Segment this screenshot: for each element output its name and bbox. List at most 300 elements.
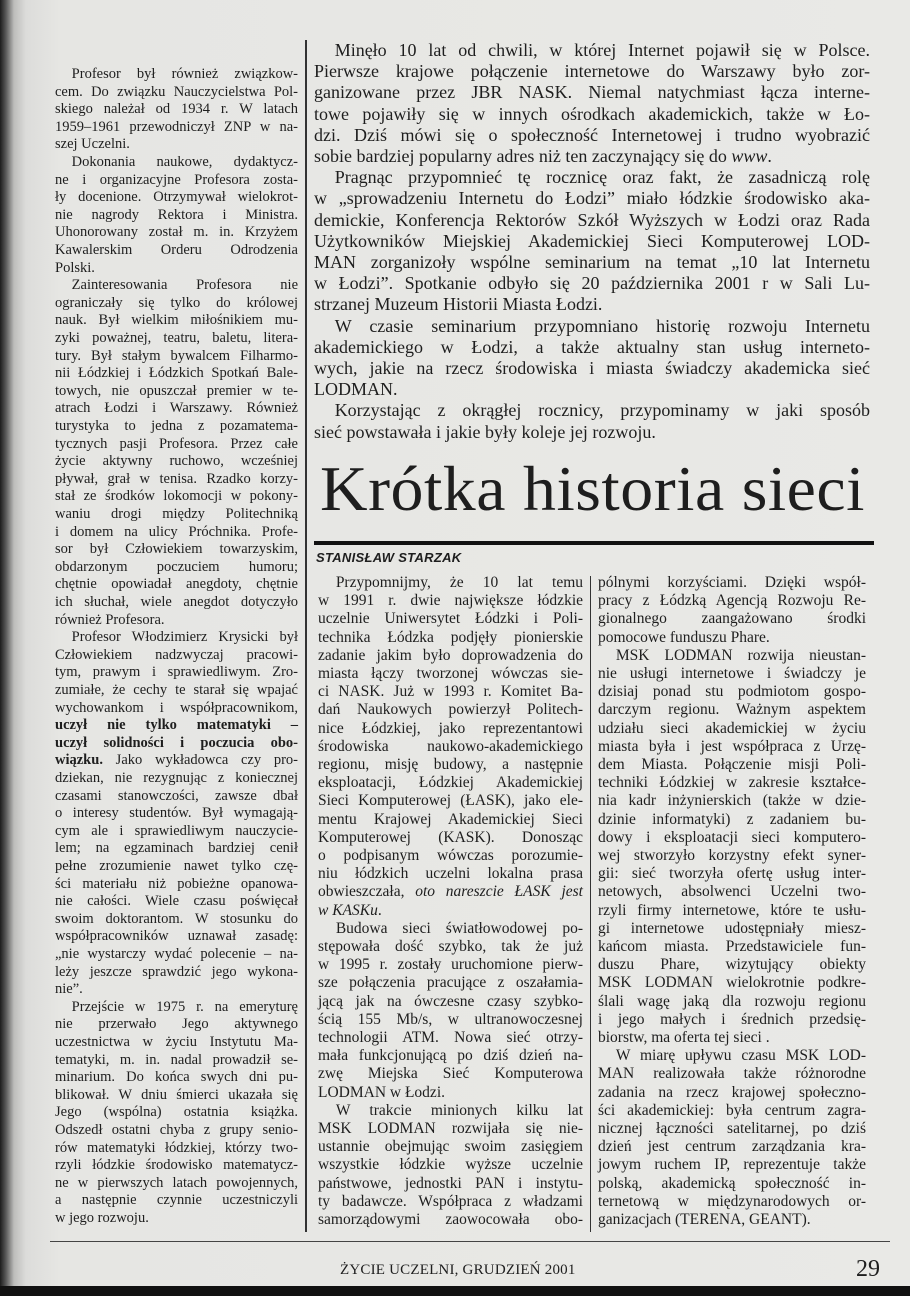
text-span: nie całości. Wiele czasu poświęcał <box>55 893 298 910</box>
text-span: Budowa sieci światłowodowej po- <box>335 919 583 937</box>
text-line <box>598 883 866 901</box>
text-span: Dokonania naukowe, dydaktycz- <box>71 154 298 170</box>
text-line <box>598 792 866 810</box>
text-line <box>314 188 870 209</box>
text-line <box>318 1011 583 1029</box>
text-span: pracy z Łódzką Agencją Rozwoju Re- <box>598 592 866 610</box>
text-span: ślali wagę jaką dla rozwoju regionu <box>598 992 866 1010</box>
text-span: udziału sieci akademickiej w życiu <box>598 719 866 737</box>
text-line <box>55 770 298 788</box>
text-span: nie przerwało Jego aktywnego <box>55 1016 298 1033</box>
text-line <box>598 1175 866 1193</box>
text-line <box>55 471 298 489</box>
text-span: wej stworzyło korzystny efekt syner- <box>598 847 866 864</box>
text-line <box>318 1193 583 1211</box>
text-span: dzinie informatyki) z zadaniem bu- <box>598 810 866 828</box>
text-line <box>318 1138 583 1156</box>
text-span: „nie wystarczy wydać polecenie – na- <box>55 946 298 962</box>
text-span: mała funkcjonującą po dziś dzień na- <box>318 1047 583 1065</box>
text-span: nie nagrody Rektora i Ministra. <box>55 206 298 223</box>
text-line <box>55 1069 298 1087</box>
text-line <box>598 974 866 992</box>
text-line <box>318 1047 583 1065</box>
text-line <box>55 436 298 454</box>
text-line <box>55 312 298 330</box>
text-line <box>598 610 866 628</box>
text-span: ternetową w międzynarodowych or- <box>598 1192 866 1210</box>
text-span: tematyki, m. in. nadal prowadził se- <box>55 1051 298 1068</box>
text-span: obwieszczała, <box>318 883 416 901</box>
text-span: w 1991 r. dwie największe łódzkie <box>318 592 583 610</box>
text-span: minarium. Do końca swych dni pu- <box>55 1069 298 1086</box>
text-span: LODMAN w Łodzi. <box>318 1083 445 1101</box>
text-span: a następnie czynnie uczestniczyli <box>55 1192 298 1209</box>
text-span: mentu Krajowej Akademickiej Sieci <box>318 810 583 828</box>
text-span: netowych, absolwenci Uczelni two- <box>598 883 866 901</box>
text-line <box>318 665 583 683</box>
text-line <box>598 1138 866 1156</box>
text-span: dowy i eksploatacji sieci komputero- <box>598 828 866 846</box>
text-span: gionalnego zaangażowano środki <box>598 610 866 628</box>
text-span: jącą jak na ówczesne czasy szybko- <box>318 992 583 1010</box>
text-line <box>55 876 298 894</box>
text-span: ci NASK. Już w 1993 r. Komitet Ba- <box>318 683 583 701</box>
text-line <box>598 738 866 756</box>
text-line <box>55 612 298 630</box>
text-span: technologii ATM. Nowa sieć otrzy- <box>318 1029 583 1046</box>
text-span: . <box>377 901 382 919</box>
text-span: Przypomnijmy, że 10 lat temu <box>335 574 583 591</box>
text-span: ganizacjach (TERENA, GEANT). <box>598 1211 811 1228</box>
text-line <box>55 101 298 119</box>
text-span: rów matematyki łódzkiej, którzy two- <box>55 1139 298 1156</box>
text-line <box>314 210 870 231</box>
text-line <box>318 938 583 956</box>
text-line <box>55 66 298 84</box>
text-span: tym, prawym i sprawiedliwym. Zro- <box>55 664 298 681</box>
text-span: skiego należał od 1934 r. W latach <box>55 101 298 118</box>
text-span: Profesor Włodzimierz Krysicki był <box>71 629 298 646</box>
text-span: Polski. <box>55 259 95 276</box>
text-line <box>598 683 866 701</box>
text-span: chętnie opowiadał anegdoty, chętnie <box>55 576 298 593</box>
text-line <box>314 40 870 61</box>
text-line <box>55 277 298 295</box>
text-span: nie usługi internetowe i świadczy je <box>598 665 866 682</box>
text-span: LODMAN. <box>314 379 398 400</box>
text-line <box>314 358 870 379</box>
text-span: sobie bardziej popularny adres niż ten zaczynający się do <box>314 146 732 166</box>
text-span: Komputerowej (KASK). Donosząc <box>318 828 583 846</box>
text-span: tycznych pasji Profesora. Przez całe <box>55 435 298 452</box>
text-line <box>314 61 870 82</box>
text-line <box>55 84 298 102</box>
text-span: ty badawcze. Współpraca z władzami <box>318 1192 583 1210</box>
bold-text: wiązku. <box>55 752 103 769</box>
text-line <box>598 811 866 829</box>
italic-text: www <box>731 146 768 166</box>
text-line <box>314 146 870 167</box>
italic-text: oto nareszcie ŁASK jest <box>415 883 583 901</box>
text-span: i domem na ulicy Próchnika. Profe- <box>55 523 298 540</box>
text-line <box>55 700 298 718</box>
text-line <box>598 720 866 738</box>
text-span: o interesy studentów. Był wymagają- <box>55 805 298 822</box>
text-span: ne i organizacyjne Profesora zosta- <box>55 171 298 188</box>
column-divider <box>590 576 591 1232</box>
text-line <box>598 1102 866 1120</box>
text-span: tury. Był stałym bywalcem Filharmo- <box>55 347 298 364</box>
text-line <box>55 629 298 647</box>
text-line <box>318 647 583 665</box>
text-line <box>598 1156 866 1174</box>
text-line <box>598 756 866 774</box>
text-span: pełne zrozumienie nawet tylko czę- <box>55 858 298 874</box>
text-span: Jego (wspólna) ostatnia książka. <box>55 1104 298 1121</box>
text-line <box>55 119 298 137</box>
text-line <box>598 665 866 683</box>
text-span: Człowiekiem nadzwyczaj pracowi- <box>55 646 298 663</box>
text-line <box>598 956 866 974</box>
text-span: i jego małych i średnich przedsię- <box>598 1010 866 1028</box>
text-span: ści materiału niż pobieżne opanowa- <box>55 875 298 892</box>
text-line <box>55 911 298 929</box>
text-line <box>318 1120 583 1138</box>
text-span: pomocowe funduszu Phare. <box>598 628 770 646</box>
text-span: dzi. Dziś mówi się o społeczność Internetowej i trudno wyobrazić <box>314 124 870 145</box>
text-span: nicznej łączności satelitarnej, po dziś <box>598 1120 866 1137</box>
text-span: ne w pierwszych latach powojennych, <box>55 1174 298 1191</box>
text-line <box>55 1140 298 1158</box>
text-span: jowym ruchem IP, reprezentuje także <box>598 1156 866 1174</box>
text-span: wych, jakie na rzecz środowiska i miasta świadczy akademicka sieć <box>314 358 870 378</box>
text-line <box>314 252 870 273</box>
text-line <box>55 735 298 753</box>
text-span: sor był Człowiekiem towarzyskim, <box>55 541 298 558</box>
text-line <box>318 956 583 974</box>
text-line <box>314 82 870 103</box>
bold-text: uczył solidności i poczucia obo- <box>55 734 298 751</box>
text-span: W trakcie minionych kilku lat <box>335 1101 583 1119</box>
text-span: czasami stanowczości, zawsze dbał <box>55 787 298 804</box>
text-line <box>55 224 298 242</box>
text-span: ły docenione. Otrzymywał wielokrot- <box>55 189 298 206</box>
text-span: obdarzonym poczuciem humoru; <box>55 558 298 575</box>
text-span: dzisiaj ponad stu podmiotom gospo- <box>598 683 866 701</box>
text-line <box>55 576 298 594</box>
text-line <box>55 788 298 806</box>
text-line <box>55 1122 298 1140</box>
text-line <box>318 993 583 1011</box>
text-line <box>318 1156 583 1174</box>
text-line <box>318 847 583 865</box>
text-span: państwowe, jednostki PAN i instytu- <box>318 1174 583 1192</box>
text-line <box>314 294 870 315</box>
text-line <box>598 574 866 592</box>
text-span: stał ze środków lokomocji w pokony- <box>55 488 298 505</box>
scan-edge <box>0 1286 910 1296</box>
text-line <box>318 774 583 792</box>
text-span: MSK LODMAN rozwijała się nie- <box>318 1120 583 1137</box>
text-span: ich słuchał, wiele anegdot dotyczyło <box>55 594 298 610</box>
text-line <box>55 488 298 506</box>
text-line <box>55 524 298 542</box>
footer-publication: ŻYCIE UCZELNI, GRUDZIEŃ 2001 <box>340 1262 576 1278</box>
text-span: Jako wykładowca czy pro- <box>102 752 298 769</box>
text-span: duszu Phare, wizytujący obiekty <box>598 956 866 974</box>
text-span: W czasie seminarium przypomniano historię rozwoju Internetu <box>334 315 870 336</box>
text-line <box>318 1065 583 1083</box>
text-line <box>314 422 870 443</box>
text-span: gii: sieć tworzyła ofertę usług inter- <box>598 865 866 883</box>
text-line <box>598 920 866 938</box>
text-span: nia kadr inżynierskich (także w dzie- <box>598 792 866 810</box>
text-line <box>318 574 583 592</box>
title-rule <box>314 541 874 545</box>
text-line <box>55 207 298 225</box>
text-span: w 1995 r. zostały uruchomione pierw- <box>318 956 583 974</box>
text-line <box>55 717 298 735</box>
text-span: Zainteresowania Profesora nie <box>71 277 298 294</box>
text-line <box>314 273 870 294</box>
text-span: turystyka to jedna z pozamatema- <box>55 418 298 434</box>
text-line <box>598 1084 866 1102</box>
text-span: MSK LODMAN rozwija nieustan- <box>615 646 866 664</box>
text-line <box>55 383 298 401</box>
text-line <box>314 167 870 188</box>
text-line <box>318 974 583 992</box>
text-line <box>314 400 870 421</box>
text-span: pływał, grał w tenisa. Rzadko korzy- <box>55 470 298 487</box>
text-line <box>55 752 298 770</box>
text-line <box>55 242 298 260</box>
text-span: strzanej Muzeum Historii Miasta Łodzi. <box>314 294 603 315</box>
text-line <box>55 999 298 1017</box>
text-line <box>55 664 298 682</box>
text-line <box>598 629 866 647</box>
text-line <box>318 1175 583 1193</box>
text-span: MAN realizowała także różnorodne <box>598 1065 866 1083</box>
text-line <box>318 683 583 701</box>
text-span: nice Łódzkiej, jako reprezentantowi <box>318 719 583 737</box>
text-line <box>318 1102 583 1120</box>
text-span: Minęło 10 lat od chwili, w której Internet pojawił się w Polsce. <box>334 40 870 60</box>
text-span: rzyli łódzkie środowisko matematycz- <box>55 1157 298 1174</box>
text-span: wychowankom i współpracownikom, <box>55 699 298 716</box>
text-span: Użytkowników Miejskiej Akademickiej Sieci Komputerowej LOD- <box>314 230 870 251</box>
text-span: również Profesora. <box>55 611 165 628</box>
text-line <box>55 365 298 383</box>
text-line <box>598 1120 866 1138</box>
text-span: kańcom miasta. Przedstawiciele fun- <box>598 938 866 955</box>
text-line <box>55 1210 298 1228</box>
column-divider <box>305 40 307 1232</box>
text-span: dzień jest centrum zarządzania kra- <box>598 1138 866 1156</box>
text-span: cym ale i sprawiedliwym nauczycie- <box>55 822 298 839</box>
text-span: waniu drogi między Politechniką <box>55 506 298 522</box>
text-line <box>55 840 298 858</box>
text-line <box>55 1157 298 1175</box>
text-line <box>55 1175 298 1193</box>
text-span: sieć powstawała i jakie były koleje jej rozwoju. <box>314 421 656 442</box>
text-line <box>55 946 298 964</box>
text-span: pólnymi korzyściami. Dzięki współ- <box>598 574 866 591</box>
italic-text: w KASKu <box>318 901 378 919</box>
text-line <box>55 260 298 278</box>
text-span: Uhonorowany został m. in. Krzyżem <box>55 224 298 241</box>
text-line <box>318 629 583 647</box>
text-line <box>55 136 298 154</box>
text-line <box>318 1029 583 1047</box>
text-span: uczestnictwa w życiu Instytutu Ma- <box>55 1034 298 1050</box>
text-line <box>598 1011 866 1029</box>
text-line <box>55 1192 298 1210</box>
text-span: zadania na rzecz krajowej społeczno- <box>598 1083 866 1101</box>
text-line <box>598 701 866 719</box>
text-span: zadanie jakim było doprowadzenia do <box>318 646 583 664</box>
text-line <box>314 231 870 252</box>
text-span: biorstw, ma oferta tej sieci . <box>598 1029 770 1046</box>
text-span: życie aktywny ruchowo, wcześniej <box>55 453 298 470</box>
text-span: gi internetowe udostępniały miesz- <box>598 919 866 937</box>
text-line <box>314 379 870 400</box>
text-line <box>55 506 298 524</box>
text-line <box>55 1104 298 1122</box>
text-span: W miarę upływu czasu MSK LOD- <box>615 1047 866 1065</box>
text-line <box>598 1193 866 1211</box>
text-span: zumiałe, że cechy te starał się wpajać <box>55 682 298 698</box>
text-span: towych, nie opuszczał premier w te- <box>55 382 298 399</box>
text-span: w „sprowadzeniu Internetu do Łodzi” miało łódzkie środowisko aka- <box>314 188 870 209</box>
text-line <box>55 541 298 559</box>
text-line <box>55 823 298 841</box>
text-span: MSK LODMAN wielokrotnie podkre- <box>598 974 866 992</box>
text-span: nauk. Był wielkim miłośnikiem mu- <box>55 312 298 329</box>
text-line <box>318 829 583 847</box>
text-line <box>55 682 298 700</box>
text-line <box>598 1065 866 1083</box>
text-span: dem Miasta. Połączenie misji Poli- <box>598 756 866 773</box>
page-number: 29 <box>856 1256 880 1282</box>
text-span: dziekan, nie rezygnując z koniecznej <box>55 770 298 786</box>
text-span: ści akademickiej: była centrum zagra- <box>598 1101 866 1119</box>
text-line <box>318 701 583 719</box>
text-span: Pragnąc przypomnieć tę rocznicę oraz fakt, że zasadniczą rolę <box>334 167 870 188</box>
text-line <box>318 720 583 738</box>
text-span: MAN zorganizoły wspólne seminarium na temat „10 lat Internetu <box>314 252 870 272</box>
text-line <box>318 738 583 756</box>
text-span: nii Łódzkiej i Łódzkich Spotkań Bale- <box>55 365 298 382</box>
text-line <box>598 993 866 1011</box>
text-line <box>55 1087 298 1105</box>
text-span: Kawalerskim Orderu Odrodzenia <box>55 242 298 258</box>
text-line <box>55 348 298 366</box>
text-line <box>55 1052 298 1070</box>
text-span: polską, akademicką społeczność in- <box>598 1174 866 1192</box>
text-line <box>318 792 583 810</box>
text-line <box>55 453 298 471</box>
text-line <box>598 847 866 865</box>
text-line <box>55 893 298 911</box>
text-span: samorządowymi zaowocowała obo- <box>318 1211 583 1228</box>
text-line <box>598 829 866 847</box>
text-span: akademickiego w Łodzi, a także aktualny stan usług interneto- <box>314 336 870 357</box>
article-author: STANISŁAW STARZAK <box>316 550 462 565</box>
text-line <box>55 964 298 982</box>
text-line <box>55 928 298 946</box>
text-line <box>318 610 583 628</box>
text-span: cem. Do związku Nauczycielstwa Pol- <box>55 83 298 100</box>
text-span: zwę Miejska Sieć Komputerowa <box>318 1065 583 1083</box>
text-line <box>314 125 870 146</box>
text-span: 1959–1961 przewodniczył ZNP w na- <box>55 118 298 135</box>
text-span: blikował. W dniu śmierci ukazała się <box>55 1086 298 1103</box>
text-line <box>598 592 866 610</box>
text-span: Sieci Komputerowej (ŁASK), jako ele- <box>318 792 583 810</box>
text-span: miasta była i jest współpraca z Urzę- <box>598 737 866 755</box>
text-line <box>55 647 298 665</box>
text-span: lem; na egzaminach bardziej cenił <box>55 840 298 857</box>
text-span: środowiska naukowo-akademickiego <box>318 737 583 755</box>
text-line <box>55 295 298 313</box>
text-line <box>598 865 866 883</box>
text-line <box>55 1016 298 1034</box>
text-span: Profesor był również związkow- <box>71 66 298 82</box>
text-line <box>318 883 583 901</box>
text-span: współpracowników uznawał zasadę: <box>55 928 298 945</box>
text-span: demickie, Konferencja Rektorów Szkół Wyższych w Łodzi oraz Rada <box>314 209 870 230</box>
text-span: sze połączenia pracujące z oszałamia- <box>318 974 583 992</box>
text-span: nie”. <box>55 981 83 998</box>
text-span: leży jeszcze sprawdzić jego wykona- <box>55 963 298 980</box>
text-span: Przejście w 1975 r. na emeryturę <box>71 998 298 1015</box>
text-line <box>318 865 583 883</box>
text-span: eksploatacji, Łódzkiej Akademickiej <box>318 774 583 792</box>
text-line <box>318 592 583 610</box>
text-span: dań Naukowych powierzył Politech- <box>318 701 583 719</box>
text-span: techniki Łódzkiej w zakresie kształce- <box>598 774 866 792</box>
text-line <box>55 1034 298 1052</box>
text-line <box>55 805 298 823</box>
text-line <box>55 559 298 577</box>
text-span: technika Łódzka podjęły pionierskie <box>318 628 583 646</box>
text-line <box>314 316 870 337</box>
text-span: wszystkie łódzkie wyższe uczelnie <box>318 1156 583 1174</box>
text-span: niu łódzkich uczelni lokalna prasa <box>318 865 583 883</box>
text-line <box>55 400 298 418</box>
text-line <box>598 774 866 792</box>
text-line <box>598 938 866 956</box>
text-span: darczym regionu. Ważnym aspektem <box>598 701 866 719</box>
text-line <box>55 594 298 612</box>
text-line <box>598 1029 866 1047</box>
text-span: ustannie obejmując swoim zasięgiem <box>318 1138 583 1156</box>
text-span: uczelnie Uniwersytet Łódzki i Poli- <box>318 610 583 628</box>
article-title: Krótka historia sieci <box>320 453 865 524</box>
footer-rule <box>50 1241 890 1242</box>
text-line <box>598 1047 866 1065</box>
text-line <box>55 330 298 348</box>
text-line <box>598 902 866 920</box>
text-line <box>55 154 298 172</box>
text-line <box>318 902 583 920</box>
text-span: Odszedł ostatni chyba z grupy senio- <box>55 1122 298 1138</box>
text-span: o podpisanym wówczas porozumie- <box>318 847 583 864</box>
text-span: swoim doktorantom. W stosunku do <box>55 910 298 927</box>
text-span: szej Uczelni. <box>55 136 130 153</box>
bold-text: uczył nie tylko matematyki – <box>55 717 298 734</box>
text-line <box>55 418 298 436</box>
